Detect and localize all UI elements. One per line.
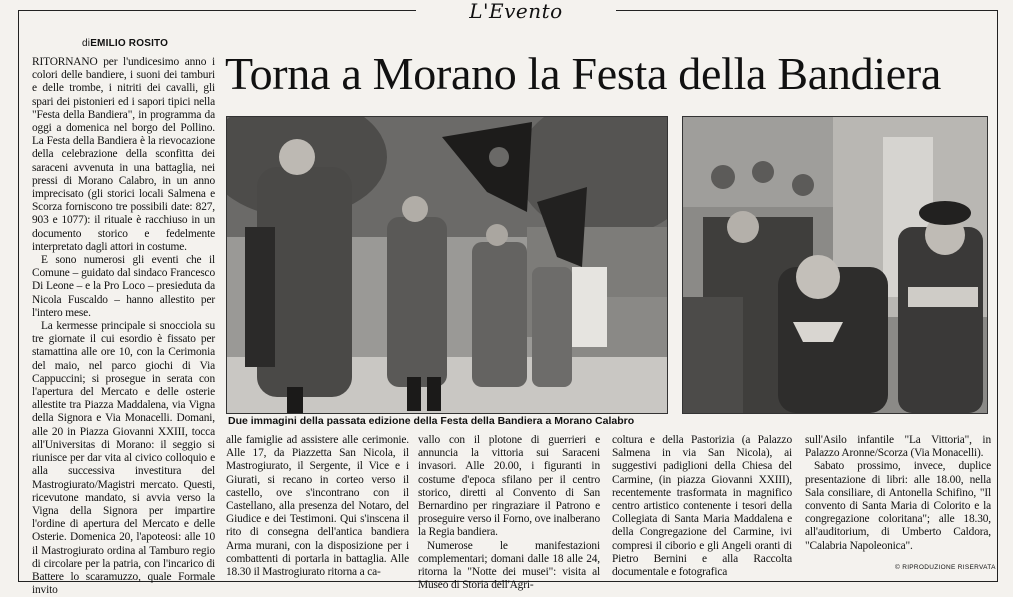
text-column-5 — [805, 434, 991, 553]
byline-prefix: di — [82, 38, 91, 49]
photo-caption: Due immagini della passata edizione della Festa della Bandiera a Morano Calabro — [228, 415, 635, 427]
paragraph: coltura e della Pastorizia (a Palazzo Salmena in via San Nicola), ai suggestivi padiglioni della Chiesa del Carmine, (in piazza Giovanni XXIII), recentemente trasformata in magnifico centro artistico contenente i tesori della Collegiata di Santa Maria Maddalena e della Congregazione del Carmine, ivi compresi il ciborio e gli Angeli oranti di Pietro Bernini e alla Raccolta documentale e fotografica — [612, 434, 792, 579]
text-column-1 — [32, 56, 215, 597]
text-column-3 — [418, 434, 600, 592]
paragraph: alle famiglie ad assistere alle cerimonie. Alle 17, da Piazzetta San Nicola, il Mastrogiurato, il Sergente, il Vice e i Giurati, si recano in corteo verso il castello, ove s'incontrano con il Castellano, alla presenza del Notaro, del Giudice e dei Testimoni. Qui s'inscena il rito di consegna dell'antica bandiera Arma murani, con la disposizione per i combattenti di portarla in battaglia. Alle 18.30 il Mastrogiurato ritorna a ca- — [226, 434, 409, 579]
photo-flag-bearers — [226, 116, 668, 414]
paragraph: E sono numerosi gli eventi che il Comune – guidato dal sindaco Francesco Di Leone – e la Pro Loco – presieduta da Nicola Fuscaldo – hanno allestito per l'intero mese. — [32, 254, 215, 319]
text-column-2 — [226, 434, 409, 579]
headline: Torna a Morano la Festa della Bandiera — [225, 48, 941, 99]
paragraph: Numerose le manifestazioni complementari; domani dalle 18 alle 24, ritorna la "Notte dei musei": visita al Museo di Storia dell'Agri- — [418, 539, 600, 592]
copyright-notice: © RIPRODUZIONE RISERVATA — [895, 564, 996, 571]
byline — [82, 38, 168, 49]
paragraph: vallo con il plotone di guerrieri e annuncia la vittoria sui Saraceni invasori. Alle 20.00, i figuranti in costume d'epoca sfilano per il centro storico, diretti al Convento di San Bernardino per ringraziare il Patrono e proseguire verso il Forno, ove inalberano la Regia bandiera. — [418, 434, 600, 539]
paragraph: Sabato prossimo, invece, duplice presentazione di libri: alle 18.00, nella Sala consiliare, di Antonella Schifino, "Il convento di Santa Maria di Colorito e la congregazione coloritana"; alle 18.30, all'auditorium, di Umberto Caldora, "Calabria Napoleonica". — [805, 460, 991, 552]
photo-costumed-group-image — [683, 117, 987, 413]
photo-costumed-group — [682, 116, 988, 414]
byline-author: EMILIO ROSITO — [90, 38, 169, 49]
section-title: L'Evento — [416, 0, 616, 22]
paragraph: RITORNANO per l'undicesimo anno i colori delle bandiere, i suoni dei tamburi e delle trombe, i nitriti dei cavalli, gli spari dei pistonieri ed i sapori tipici nella "Festa della Bandiera", in programma da oggi a domenica nel borgo del Pollino. La Festa della Bandiera è la rievocazione della celebrazione della sconfitta dei saraceni avvenuta in una battaglia, nei pressi di Morano Calabro, in un anno imprecisato (gli storici locali Salmena e Scorza forniscono tre possibili date: 827, 903 e 1077): il rituale è racchiuso in un documento storico e fedelmente interpretato dagli attori in costume. — [32, 56, 215, 253]
photo-flag-bearers-image — [227, 117, 667, 413]
paragraph: sull'Asilo infantile "La Vittoria", in Palazzo Aronne/Scorza (Via Monacelli). — [805, 434, 991, 460]
paragraph: La kermesse principale si snocciola su tre giornate il cui esordio è fissato per stamattina alle ore 10, con la Cerimonia del maio, nel parco giochi di Via Cappuccini; si prosegue in serata con l'apertura del Mercato e delle osterie allestite tra Piazza Maddalena, via Vigna della Signora e Via Monacelli. Domani, alle 20 in Piazza Giovanni XXIII, tocca all'Universitas di Morano: il seggio si riunisce per dar vita al civico colloquio e alla successiva investitura del Mastrogiurato/Magistri mercato. Questi, ricevutone mandato, si avvia verso la Vigna della Signora per impartire l'ordine di apertura del Mercato e delle Osterie. Domenica 20, l'apoteosi: alle 10 il Mastrogiurato ordina al Tamburo regio di circolare per la patria, con l'incarico di Battere lo scaramuzzo, quale Formale invito — [32, 320, 215, 597]
text-column-4 — [612, 434, 792, 579]
